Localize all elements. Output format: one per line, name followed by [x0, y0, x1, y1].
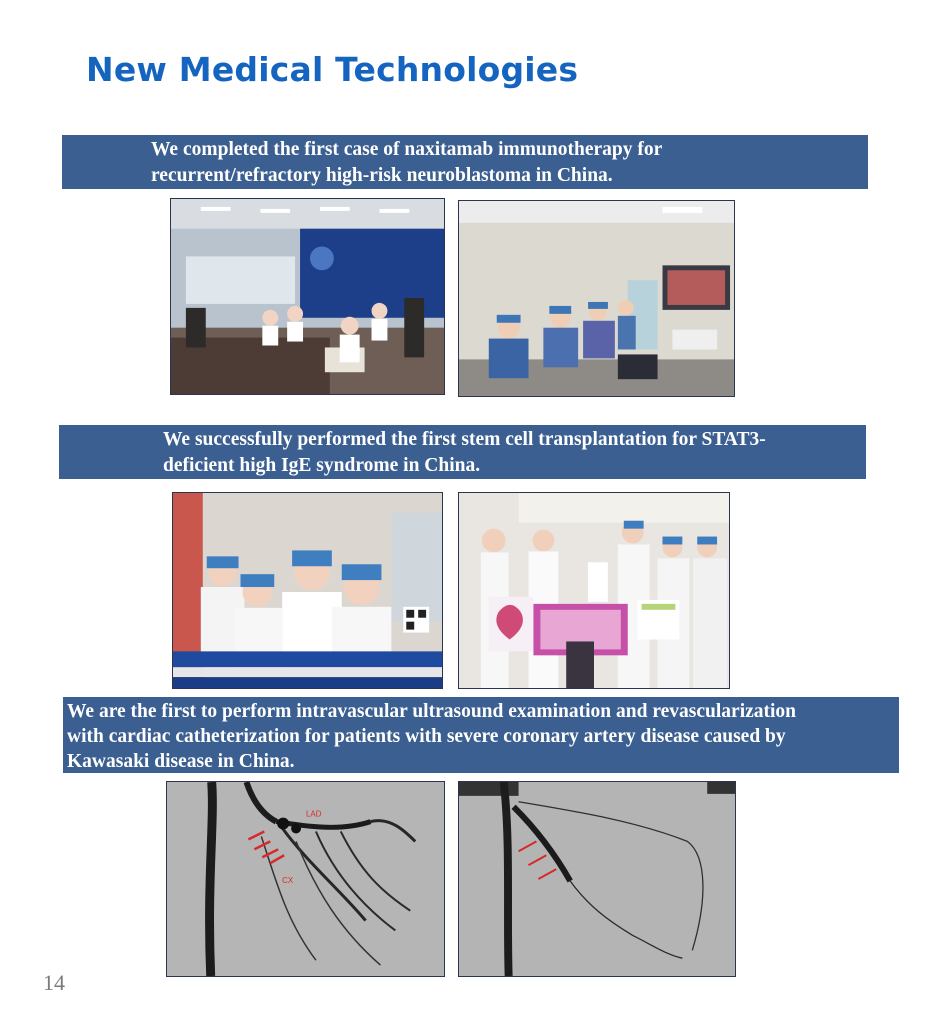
page-number: 14 — [43, 970, 65, 995]
photo-catheterization-ivus — [458, 781, 736, 977]
photo-patient-celebration — [458, 492, 730, 689]
banner-line: We are the first to perform intravascular ultrasound examination and revascularization — [67, 701, 797, 722]
angio-label-cx: CX — [282, 875, 294, 885]
angio-label-lad: LAD — [305, 809, 322, 819]
photo-coronary-angiogram — [166, 781, 445, 977]
section-banner-stat3 — [59, 425, 866, 479]
banner-line: We completed the first case of naxitamab immunotherapy for — [151, 139, 663, 160]
photo-telemedicine-meeting — [170, 198, 445, 395]
banner-line: Kawasaki disease in China. — [67, 751, 295, 772]
banner-line: with cardiac catheterization for patients with severe coronary artery disease caused by — [67, 726, 786, 747]
photo-video-conference — [458, 200, 735, 397]
page-title: New Medical Technologies — [86, 50, 579, 89]
section-banner-naxitamab — [62, 135, 868, 189]
banner-line: deficient high IgE syndrome in China. — [163, 455, 481, 476]
banner-line: We successfully performed the first stem cell transplantation for STAT3- — [163, 429, 766, 450]
photo-medical-team-news — [172, 492, 443, 689]
banner-line: recurrent/refractory high-risk neuroblastoma in China. — [151, 165, 613, 186]
section-banner-kawasaki — [63, 697, 899, 773]
